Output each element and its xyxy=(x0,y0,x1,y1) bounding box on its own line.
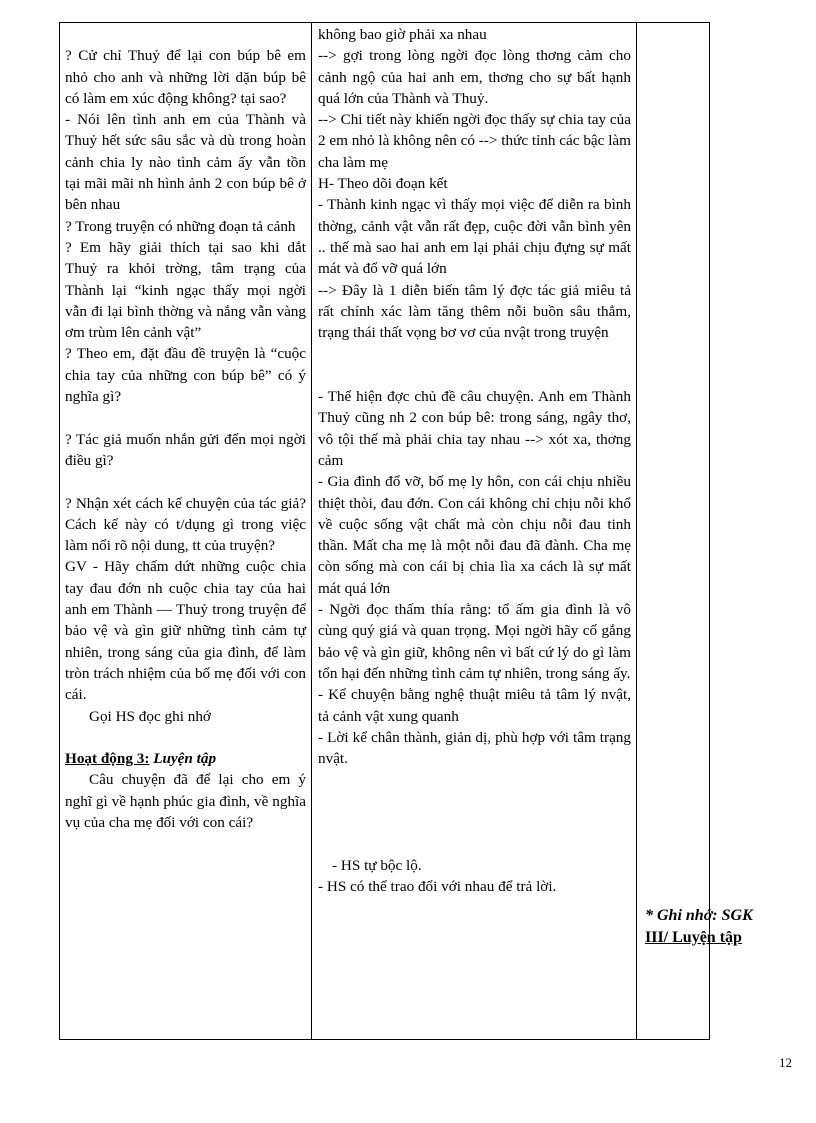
question-paragraph: ? Nhận xét cách kể chuyện của tác giả? Cách kể này có t/dụng gì trong việc làm nổi rõ nội dung, tt của truyện? xyxy=(65,494,306,555)
teacher-note-paragraph: GV - Hãy chấm dứt những cuộc chia tay đau đớn nh cuộc chia tay của hai anh em Thành — Thuỷ trong truyện để bảo vệ và gìn giữ những tình cảm tự nhiên, trong sáng của gia đình, để làm tròn trách nhiệm của bố mẹ đối với con cái. xyxy=(65,558,306,704)
memory-note: * Ghi nhớ: SGK xyxy=(645,907,753,924)
student-activity-column xyxy=(318,24,631,897)
answer-line: - HS tự bộc lộ. xyxy=(332,856,422,874)
answer-paragraph: - Ngời đọc thấm thía rằng: tổ ấm gia đình là vô cùng quý giá và quan trọng. Mọi ngời hãy cố gắng bảo vệ và gìn giữ, không nên vì bất cứ lý do gì làm tổn hại đến những tình cảm tự nhiên, trong sáng ấy. xyxy=(318,601,631,682)
activity-title: Luyện tập xyxy=(153,750,217,768)
answer-paragraph: --> gợi trong lòng ngời đọc lòng thơng cảm cho cảnh ngộ của hai anh em, thơng cho sự bất hạnh quá lớn của Thành và Thuỷ. xyxy=(318,47,631,107)
question-paragraph: ? Em hãy giải thích tại sao khi dắt Thuỷ ra khỏi trờng, tâm trạng của Thành lại “kinh ngạc thấy mọi ngời vẫn đi lại bình thờng và nắng vẫn vàng ơm trùm lên cảnh vật” xyxy=(65,238,306,342)
answer-paragraph: - Gia đình đổ vỡ, bố mẹ ly hôn, con cái chịu nhiều thiệt thòi, đau đớn. Con cái không chỉ chịu nỗi khổ về cuộc sống vật chất mà còn chịu nỗi đau tinh thần. Mất cha mẹ là một nỗi đau đã đành. Cha mẹ còn sống mà con cái bị chia lìa xa cách là sự mất mát quá lớn xyxy=(318,473,631,597)
answer-paragraph: - Thành kinh ngạc vì thấy mọi việc để diễn ra bình thờng, cảnh vật vẫn rất đẹp, cuộc đời vẫn bình yên .. thế mà sao hai anh em lại phải chịu đựng sự mất mát và đổ vỡ quá lớn xyxy=(318,196,631,278)
teacher-activity-column xyxy=(65,24,306,833)
answer-paragraph: - Lời kể chân thành, giản dị, phù hợp với tâm trạng nvật. xyxy=(318,728,631,768)
column-divider xyxy=(311,22,312,1040)
answer-paragraph: - Kể chuyện bằng nghệ thuật miêu tả tâm lý nvật, tả cảnh vật xung quanh xyxy=(318,686,631,725)
answer-line: - HS có thể trao đổi với nhau để trả lời. xyxy=(318,877,557,895)
answer-paragraph: - Thể hiện đợc chủ đề câu chuyện. Anh em Thành Thuỷ cũng nh 2 con búp bê: trong sáng, ngây thơ, vô tội thế mà phải chia tay nhau --> xót xa, thơng cảm xyxy=(318,388,631,469)
question-paragraph: ? Theo em, đặt đầu đề truyện là “cuộc chia tay của những con búp bê” có ý nghĩa gì? xyxy=(65,345,306,406)
answer-paragraph: - Nói lên tình anh em của Thành và Thuỷ hết sức sâu sắc và dù trong hoàn cảnh chia ly nào tình cảm ấy vẫn tồn tại mãi mãi nh hình ảnh 2 con búp bê ở bên nhau xyxy=(65,111,306,214)
activity-heading xyxy=(65,748,306,769)
question-paragraph: ? Tác giả muốn nhắn gửi đến mọi ngời điều gì? xyxy=(65,430,306,469)
question-paragraph: ? Cử chỉ Thuỷ để lại con búp bê em nhỏ cho anh và những lời dặn búp bê có làm em xúc động không? tại sao? xyxy=(65,47,306,107)
section-heading: III/ Luyện tập xyxy=(645,929,742,946)
answer-line: không bao giờ phải xa nhau xyxy=(318,26,487,43)
answer-paragraph: --> Chi tiết này khiến ngời đọc thấy sự chia tay của 2 em nhỏ là không nên có --> thức tỉnh các bậc làm cha làm mẹ xyxy=(318,111,631,171)
notes-column xyxy=(645,24,780,1024)
activity-label: Hoạt động 3: xyxy=(65,750,150,768)
answer-paragraph: --> Đây là 1 diễn biến tâm lý đợc tác giả miêu tả rất chính xác làm tăng thêm nỗi buồn sâu thẳm, trạng thái thất vọng bơ vơ của nvật trong truyện xyxy=(318,281,631,342)
instruction-line: Gọi HS đọc ghi nhớ xyxy=(89,707,211,725)
page-number: 12 xyxy=(779,1055,792,1070)
answer-line: H- Theo dõi đoạn kết xyxy=(318,175,448,193)
question-paragraph: Câu chuyện đã để lại cho em ý nghĩ gì về hạnh phúc gia đình, về nghĩa vụ của cha mẹ đối với con cái? xyxy=(65,771,306,831)
question-paragraph: ? Trong truyện có những đoạn tả cảnh xyxy=(65,217,296,235)
column-divider xyxy=(636,22,637,1040)
